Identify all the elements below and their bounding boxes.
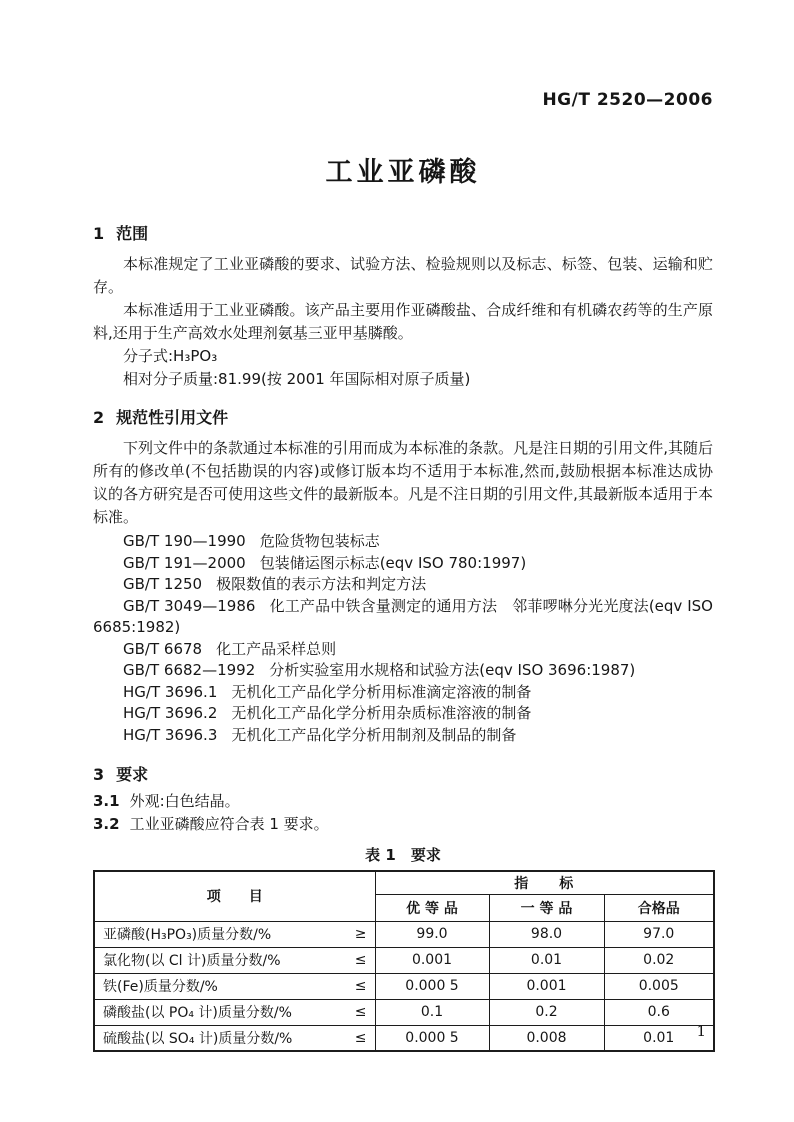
- comparison-symbol: ≤: [354, 978, 367, 994]
- value-first: 0.2: [489, 999, 604, 1025]
- section-2-title: 规范性引用文件: [116, 408, 229, 427]
- comparison-symbol: ≤: [354, 952, 367, 968]
- value-premium: 0.000 5: [375, 1025, 489, 1051]
- table-row-chloride: [94, 947, 714, 973]
- value-first: 0.008: [489, 1025, 604, 1051]
- section-1-heading: [93, 223, 713, 245]
- reference-title: 分析实验室用水规格和试验方法(eqv ISO 3696:1987): [269, 661, 636, 679]
- molar-mass: 相对分子质量:81.99(按 2001 年国际相对原子质量): [123, 370, 471, 388]
- section-1-number: 1: [93, 224, 105, 243]
- scope-paragraph-1: 本标准规定了工业亚磷酸的要求、试验方法、检验规则以及标志、标签、包装、运输和贮存。: [93, 255, 713, 296]
- value-premium: 99.0: [375, 921, 489, 947]
- section-2-number: 2: [93, 408, 105, 427]
- section-1-title: 范围: [116, 224, 149, 243]
- comparison-symbol: ≤: [354, 1004, 367, 1020]
- comparison-symbol: ≤: [354, 1029, 367, 1046]
- reference-code: GB/T 190—1990: [123, 532, 246, 550]
- row-item-cell: [94, 999, 375, 1025]
- reference-code: GB/T 191—2000: [123, 553, 246, 572]
- molecular-formula: 分子式:H₃PO₃: [123, 347, 218, 365]
- value-premium: 0.000 5: [375, 973, 489, 999]
- value-premium: 0.1: [375, 999, 489, 1025]
- reference-code: GB/T 6678: [123, 639, 203, 658]
- clause-3-2-text: 工业亚磷酸应符合表 1 要求。: [129, 815, 329, 833]
- value-qualified: 0.005: [604, 973, 714, 999]
- reference-item: [93, 660, 713, 682]
- clause-3-2: [93, 813, 713, 836]
- reference-item: [93, 596, 713, 639]
- row-item-label: 铁(Fe)质量分数/%: [103, 979, 218, 995]
- table-row-phosphate: [94, 999, 714, 1025]
- clause-3-1-number: 3.1: [93, 792, 120, 810]
- row-item-label: 氯化物(以 Cl 计)质量分数/%: [103, 953, 281, 969]
- column-header-premium-grade: 优 等 品: [375, 894, 489, 921]
- reference-code: GB/T 1250: [123, 575, 203, 593]
- column-header-index: 指 标: [375, 871, 714, 894]
- page-number: 1: [696, 1022, 706, 1040]
- table-header-row-1: [94, 871, 714, 894]
- row-item-label: 亚磷酸(H₃PO₃)质量分数/%: [103, 927, 272, 943]
- reference-title: 化工产品采样总则: [216, 639, 337, 658]
- section-3-heading: [93, 764, 713, 786]
- value-first: 0.001: [489, 973, 604, 999]
- reference-title: 危险货物包装标志: [259, 532, 380, 550]
- reference-item: [93, 574, 713, 596]
- standard-code: HG/T 2520—2006: [542, 90, 713, 110]
- column-header-first-grade: 一 等 品: [489, 894, 604, 921]
- document-title: 工业亚磷酸: [325, 157, 481, 188]
- column-header-item: 项 目: [94, 871, 375, 921]
- section-3-number: 3: [93, 765, 105, 784]
- value-qualified: 0.6: [604, 999, 714, 1025]
- page-content: [93, 0, 713, 1052]
- normative-references-paragraph: 下列文件中的条款通过本标准的引用而成为本标准的条款。凡是注日期的引用文件,其随后所有的修改单(不包括勘误的内容)或修订版本均不适用于本标准,然而,鼓励根据本标准达成协议的各方研究是否可使用这些文件的最新版本。凡是不注日期的引用文件,其最新版本适用于本标准。: [93, 439, 713, 526]
- reference-item: [93, 725, 713, 747]
- table-row-phosphorous-acid: [94, 921, 714, 947]
- reference-list: [93, 531, 713, 746]
- row-item-label: 硫酸盐(以 SO₄ 计)质量分数/%: [103, 1030, 293, 1047]
- reference-code: HG/T 3696.1: [123, 682, 218, 701]
- requirements-clauses: [93, 790, 713, 836]
- comparison-symbol: ≥: [354, 926, 367, 942]
- row-item-cell: [94, 921, 375, 947]
- scope-paragraph-2: 本标准适用于工业亚磷酸。该产品主要用作亚磷酸盐、合成纤维和有机磷农药等的生产原料,还用于生产高效水处理剂氨基三亚甲基膦酸。: [93, 301, 713, 342]
- reference-title: 极限数值的表示方法和判定方法: [216, 575, 427, 593]
- value-premium: 0.001: [375, 947, 489, 973]
- reference-item: [93, 639, 713, 661]
- reference-title: 无机化工产品化学分析用杂质标准溶液的制备: [231, 704, 532, 722]
- row-item-label: 磷酸盐(以 PO₄ 计)质量分数/%: [103, 1005, 292, 1021]
- row-item-cell: [94, 947, 375, 973]
- table-row-sulfate: [94, 1025, 714, 1051]
- section-2-heading: [93, 407, 713, 429]
- reference-item: [93, 682, 713, 704]
- reference-title: 化工产品中铁含量测定的通用方法 邻菲啰啉分光光度法(eqv ISO 6685:1982): [93, 596, 713, 636]
- clause-3-1-text: 外观:白色结晶。: [129, 792, 240, 810]
- table-1-caption: 表 1 要求: [365, 846, 441, 864]
- table-row-iron: [94, 973, 714, 999]
- clause-3-2-number: 3.2: [93, 815, 120, 833]
- requirements-table: [93, 870, 715, 1052]
- reference-item: [93, 703, 713, 725]
- column-header-qualified-grade: 合格品: [604, 894, 714, 921]
- reference-title: 无机化工产品化学分析用标准滴定溶液的制备: [231, 682, 532, 701]
- reference-title: 无机化工产品化学分析用制剂及制品的制备: [231, 725, 517, 744]
- reference-title: 包装储运图示标志(eqv ISO 780:1997): [259, 553, 527, 572]
- row-item-cell: [94, 1025, 375, 1051]
- value-qualified: 0.02: [604, 947, 714, 973]
- reference-item: [93, 553, 713, 575]
- value-qualified: 97.0: [604, 921, 714, 947]
- value-qualified: 0.01: [604, 1025, 714, 1051]
- reference-code: HG/T 3696.2: [123, 704, 218, 722]
- reference-code: HG/T 3696.3: [123, 725, 218, 744]
- section-3-title: 要求: [116, 765, 149, 784]
- value-first: 98.0: [489, 921, 604, 947]
- reference-code: GB/T 6682—1992: [123, 661, 256, 679]
- row-item-cell: [94, 973, 375, 999]
- clause-3-1: [93, 790, 713, 813]
- reference-code: GB/T 3049—1986: [123, 596, 256, 615]
- value-first: 0.01: [489, 947, 604, 973]
- reference-item: [93, 531, 713, 553]
